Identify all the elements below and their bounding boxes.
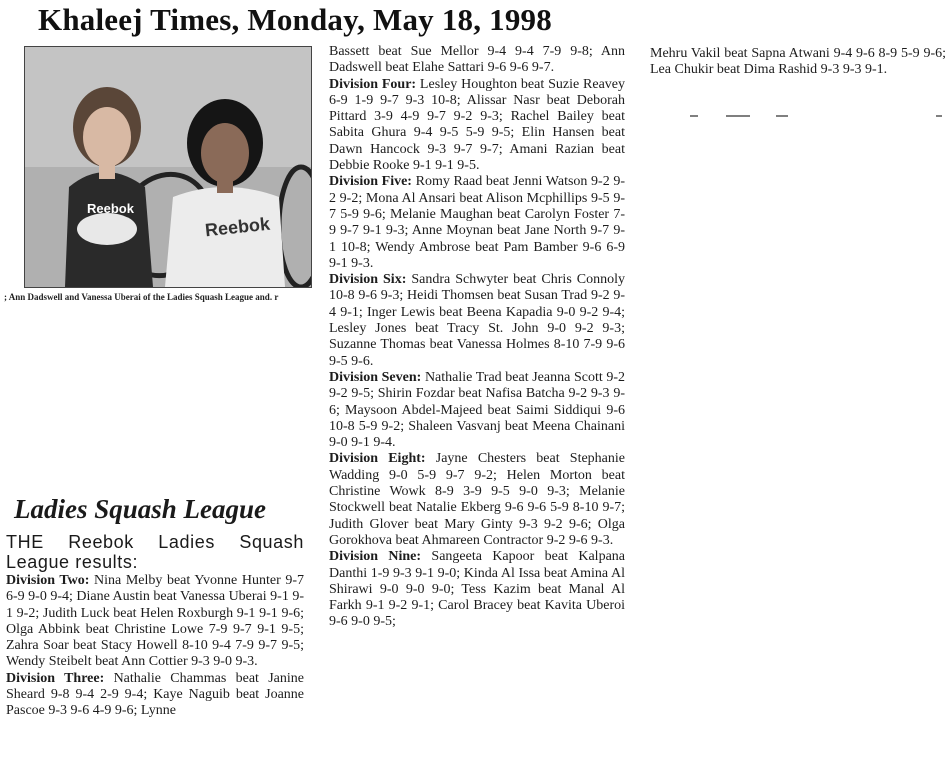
- division-paragraph: [650, 46, 946, 79]
- division-heading: Division Seven:: [329, 369, 422, 385]
- division-heading: Division Three:: [6, 670, 105, 686]
- division-paragraph: [329, 77, 625, 175]
- division-heading: Division Nine:: [329, 549, 422, 565]
- division-paragraph: [6, 671, 304, 720]
- division-results: Mehru Vakil beat Sapna Atwani 9-4 9-6 8-9 5-9 9-6; Lea Chukir beat Dima Rashid 9-3 9-3 9-1.: [650, 46, 946, 78]
- division-heading: Division Five:: [329, 174, 412, 190]
- results-column-right: [650, 46, 946, 79]
- photo-illustration: [25, 47, 311, 287]
- photo-squash-players: [24, 46, 312, 288]
- division-results: Nathalie Chammas beat Janine Sheard 9-8 9-4 2-9 9-4; Kaye Naguib beat Joanne Pascoe 9-3 9-6 4-9 9-6; Lynne: [6, 670, 304, 719]
- results-column-middle: [329, 44, 625, 631]
- lede-lead-word: THE: [6, 532, 44, 552]
- division-paragraph: [329, 44, 625, 77]
- division-heading: Division Two:: [6, 573, 90, 588]
- shirt-logo-right: Reebok: [204, 213, 271, 241]
- division-heading: Division Six:: [329, 272, 407, 288]
- shirt-logo-left: Reebok: [87, 201, 134, 216]
- division-results: Romy Raad beat Jenni Watson 9-2 9-2 9-2; Mona Al Ansari beat Alison Mcphillips 9-5 9-7 5-9 9-6; Melanie Maughan beat Carolyn Foster 7-9 9-7 9-1 9-3; Anne Moynan beat Jane North 9-7 9-1 10-8; Wendy Ambrose beat Pam Bamber 9-6 6-9 9-1 9-3.: [329, 174, 625, 271]
- division-results: Sangeeta Kapoor beat Kalpana Danthi 1-9 9-3 9-1 9-0; Kinda Al Issa beat Amina Al Shirawi 9-0 9-0 9-0; Tess Kazim beat Manal Al Farkh 9-1 9-2 9-1; Carol Bracey beat Kavita Uberoi 9-6 9-0 9-5;: [329, 549, 625, 630]
- division-results: Bassett beat Sue Mellor 9-4 9-4 7-9 9-8; Ann Dadswell beat Elahe Sattari 9-6 9-6 9-7.: [329, 44, 625, 76]
- masthead: Khaleej Times, Monday, May 18, 1998: [38, 2, 552, 37]
- division-results: Lesley Houghton beat Suzie Reavey 6-9 1-9 9-7 9-3 10-8; Alissar Nasr beat Deborah Pittard 3-9 4-9 9-7 9-2 9-3; Rachel Bailey beat Sabita Ghura 9-4 9-5 5-9 9-5; Elin Hansen beat Dawn Hancock 9-3 9-7 9-7; Amani Razian beat Debbie Rooke 9-1 9-1 9-5.: [329, 76, 626, 174]
- division-paragraph: [329, 549, 625, 630]
- photo-caption: ; Ann Dadswell and Vanessa Uberai of the Ladies Squash League and. r: [4, 292, 279, 302]
- scan-artifact-marks: [690, 112, 950, 120]
- division-paragraph: [329, 451, 625, 549]
- results-column-left: [6, 573, 304, 720]
- division-results: Nathalie Trad beat Jeanna Scott 9-2 9-2 9-5; Shirin Fozdar beat Nafisa Batcha 9-2 9-3 9-6; Maysoon Abdel-Majeed beat Saimi Siddiqui 9-6 10-8 5-9 9-2; Shaleen Vasvanj beat Meena Chainani 9-0 9-1 9-4.: [329, 369, 626, 451]
- division-results: Sandra Schwyter beat Chris Connoly 10-8 9-6 9-3; Heidi Thomsen beat Susan Trad 9-2 9-4 9-1; Inger Lewis beat Beena Kapadia 9-0 9-2 9-4; Lesley Jones beat Tracy St. John 9-0 9-2 9-3; Suzanne Thomas beat Vanessa Holmes 8-10 7-9 9-6 9-5 9-6.: [329, 272, 625, 369]
- division-results: Jayne Chesters beat Stephanie Wadding 9-0 5-9 9-7 9-2; Helen Morton beat Christine Wowk 8-9 3-9 9-5 9-0 9-3; Melanie Stockwell beat Natalie Ekberg 9-6 9-6 5-9 8-10 9-7; Judith Glover beat Mary Ginty 9-3 9-2 9-6; Olga Gorokhova beat Ahmareen Contractor 9-2 9-6 9-3.: [329, 451, 625, 548]
- division-heading: Division Four:: [329, 76, 417, 92]
- article-headline: Ladies Squash League: [14, 494, 267, 524]
- division-paragraph: [329, 174, 625, 272]
- division-paragraph: [329, 370, 625, 451]
- lede-text: Reebok Ladies Squash League results:: [6, 532, 304, 572]
- article-lede: [6, 532, 304, 572]
- division-paragraph: [329, 272, 625, 370]
- division-heading: Division Eight:: [329, 451, 426, 467]
- division-paragraph: [6, 573, 304, 671]
- division-results: Nina Melby beat Yvonne Hunter 9-7 6-9 9-0 9-4; Diane Austin beat Vanessa Uberai 9-1 9-1 9-2; Judith Luck beat Helen Roxburgh 9-1 9-1 9-6; Olga Abbink beat Christine Lowe 7-9 9-7 9-1 9-5; Zahra Soar beat Stacy Howell 8-10 9-4 7-9 9-7 9-5; Wendy Steibelt beat Ann Cottier 9-3 9-0 9-3.: [6, 573, 304, 670]
